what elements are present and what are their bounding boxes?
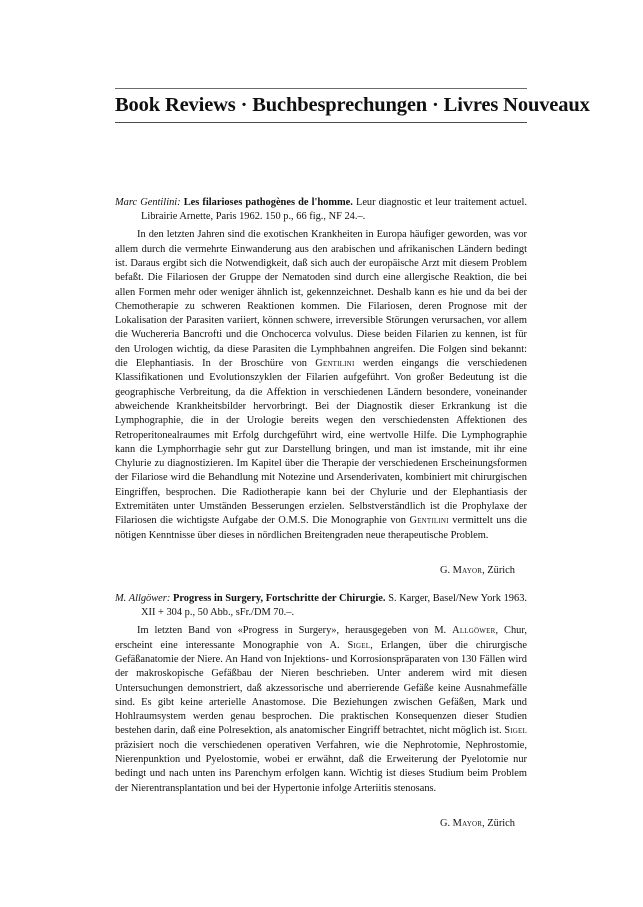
reviewer-signature bbox=[115, 818, 527, 829]
citation-title: Progress in Surgery, Fortschritte der Chirurgie. bbox=[173, 593, 386, 604]
reviewer-surname: Mayor bbox=[452, 817, 483, 829]
citation-title: Les filarioses pathogènes de l'homme. bbox=[183, 197, 353, 208]
review-body-part-3: vermittelt uns die nötigen Kenntnisse über dieses in nördlichen Breitengraden neue therapeutische Problem. bbox=[115, 515, 527, 541]
person-name-sigel-1: Sigel bbox=[347, 639, 371, 651]
review-body-part-4: präzisiert noch die verschiedenen operativen Verfahren, wie die Nephrotomie, Nephrostomie, Nierenpunktion und Pyelostomie, wobei er erwähnt, daß die Erweiterung der Pyelotomie nur bedingt und nach unten ins Parenchym erfolgen kann. Wichtig ist dieses Studium beim Problem der Nierentransplantation und bei der Hypertonie infolge Arteriitis stenosans. bbox=[115, 739, 527, 794]
book-review-entry bbox=[115, 592, 527, 829]
review-body-part-2: , Chur, erscheint eine interessante Monographie von A. bbox=[115, 625, 527, 651]
person-name-gentilini-1: Gentilini bbox=[315, 358, 355, 370]
person-name-allgoewer: Allgöwer bbox=[452, 625, 496, 637]
review-body-part-3: , Erlangen, über die chirurgische Gefäßanatomie der Niere. An Hand von Injektions- und Korrosionspräparaten von 130 Fällen wird der makroskopische Gefäßbau der Nieren beschrieben. Unter anderem wird mit diesen Untersuchungen demonstriert, daß akzessorische und aberrierende Gefäße keine Ausnahmefälle sind. Es gibt keine arterielle Anastomose. Die Beziehungen zwischen Gefäßen, Mark und Hohlraumsystem werden genau besprochen. Die praktischen Konsequenzen dieser Studien bestehen darin, daß eine Polresektion, als anatomischer Eingriff betrachtet, nicht möglich ist. bbox=[115, 639, 527, 737]
review-body-part-1: Im letzten Band von «Progress in Surgery», herausgegeben von M. bbox=[137, 625, 453, 637]
review-body bbox=[115, 228, 527, 543]
citation-author: Marc Gentilini: bbox=[115, 197, 181, 208]
citation-details: Leur diagnostic et leur traitement actuel. Librairie Arnette, Paris 1962. 150 p., 66 fig., NF 24.–. bbox=[141, 197, 527, 223]
citation-details: S. Karger, Basel/New York 1963. XII + 304 p., 50 Abb., sFr./DM 70.–. bbox=[141, 593, 527, 619]
reviewer-initial: G. bbox=[439, 564, 453, 576]
citation-author: M. Allgöwer: bbox=[115, 593, 171, 604]
reviewer-initial: G. bbox=[439, 817, 453, 829]
reviewer-place: , Zürich bbox=[482, 564, 515, 576]
reviewer-place: , Zürich bbox=[482, 817, 515, 829]
page-title: Book Reviews · Buchbesprechungen · Livres Nouveaux bbox=[115, 94, 590, 116]
book-review-entry bbox=[115, 196, 527, 576]
review-body bbox=[115, 624, 527, 796]
person-name-gentilini-2: Gentilini bbox=[409, 515, 449, 527]
reviewer-signature bbox=[115, 565, 527, 576]
person-name-sigel-2: Sigel bbox=[504, 725, 527, 737]
page-header bbox=[115, 88, 590, 123]
citation-line bbox=[115, 196, 527, 224]
citation-line bbox=[115, 592, 527, 620]
review-body-part-1: In den letzten Jahren sind die exotischen Krankheiten in Europa häufiger geworden, was vor allem durch die vermehrte Einwanderung aus den arabischen und afrikanischen Ländern bedingt ist. Daraus ergibt sich die Notwendigkeit, daß sich auch der europäische Arzt mit diesem Problem befaßt. Die Filariosen der Gruppe der Nematoden sind durch eine allergische Reaktion, die bei allen Formen mehr oder weniger ähnlich ist, gekennzeichnet. Deshalb kann es hie und da bei der Chemotherapie zu schweren Reaktionen kommen. Die Filariosen, deren Prognose mit der Lokalisation der Parasiten variiert, können schwere, irreversible Störungen verursachen, vor allem die Wuchereria Bancrofti und die Onchocerca volvulus. Diese beiden Filarien zu kennen, ist für den Urologen wichtig, da diese Parasiten die Lymphbahnen angreifen. Die Folgen sind bekannt: die Elephantiasis. In der Broschüre von bbox=[115, 229, 527, 370]
review-body-part-2: werden eingangs die verschiedenen Klassifikationen und Evolutionszyklen der Filarien aufgeführt. Von großer Bedeutung ist die geographische Verbreitung, da die Affektion in verschiedenen Ländern besondere, voneinander abweichende Krankheitsbilder hervorbringt. Bei der Diagnostik dieser Erkrankung ist die Lymphographie, die in der Urologie bereits wegen den verschiedensten Affektionen des Retroperitonealraumes mit Erfolg durchgeführt wird, eine wertvolle Hilfe. Die Lymphographie kann die Lymphorrhagie sehr gut zur Darstellung bringen, und man ist imstande, mit ihr eine Chylurie zu diagnostizieren. Im Kapitel über die Therapie der verschiedenen Erscheinungsformen der Filariose wird die Behandlung mit Notezine und Arsenderivaten, kombiniert mit chirurgischen Eingriffen, besprochen. Die Radiotherapie kann bei der Chylurie und der Elephantiasis der Extremitäten unter Umständen Besserungen erzielen. Selbstverständlich ist die Prophylaxe der Filariosen die wichtigste Aufgabe der O.M.S. Die Monographie von bbox=[115, 358, 527, 527]
reviewer-surname: Mayor bbox=[452, 564, 483, 576]
header-rule-bottom bbox=[115, 122, 527, 123]
